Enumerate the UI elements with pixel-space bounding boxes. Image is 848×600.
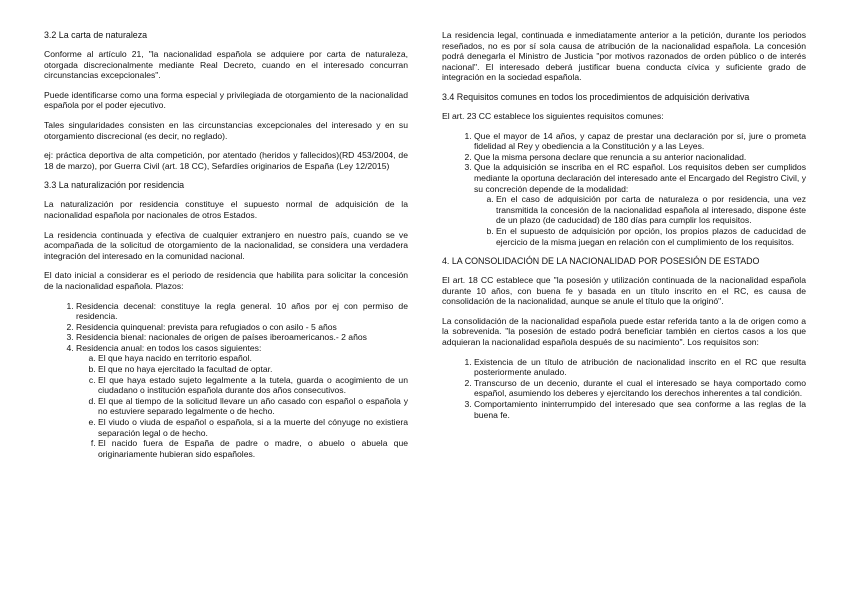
list-item: e. El viudo o viuda de español o española, si a la muerte del cónyuge no existiera separación legal o de hecho. — [98, 417, 408, 438]
list-item: 3. Residencia bienal: nacionales de origen de países iberoamericanos.- 2 años — [76, 332, 408, 343]
paragraph: La consolidación de la nacionalidad española puede estar referida tanto a la de origen como a la sobrevenida. "la posesión de estado podrá beneficiar también en ciertos casos a los que adquieran la nacionalidad española después de su nacimiento". Los requisitos son: — [442, 315, 806, 348]
list-item: b. En el supuesto de adquisición por opción, los propios plazos de caducidad de ejercicio de la misma juegan en relación con el cumplimiento de los requisitos. — [496, 226, 806, 247]
plazos-list — [44, 301, 408, 460]
list-item: f. El nacido fuera de España de padre o madre, o abuelo o abuela que originariamente hubieran sido españoles. — [98, 438, 408, 459]
list-item: a. El que haya nacido en territorio español. — [98, 353, 408, 364]
list-item: 3. Que la adquisición se inscriba en el RC español. Los requisitos deben ser cumplidos mediante la oportuna declaración del interesado ante el Encargado del Registro Civil, y su concreción depende de la modalidad: a. En el caso de adquisición por carta de naturaleza o por residencia, una vez transmitida la concesión de la nacionalidad española al interesado, dispone éste de un plazo (de caducidad) de 180 días para cumplir los requisitos. b. En el supuesto de adquisición por opción, los propios plazos de caducidad de ejercicio de la misma juegan en relación con el cumplimiento de los requisitos. — [474, 162, 806, 247]
paragraph: La residencia continuada y efectiva de cualquier extranjero en nuestro país, cuando se ve acompañada de la solicitud de otorgamiento de la nacionalidad, se considera una verdadera integración del interesado en la comunidad nacional. — [44, 229, 408, 261]
section-3-3-title: 3.3 La naturalización por residencia — [44, 180, 185, 191]
section-3-4-title: 3.4 Requisitos comunes en todos los procedimientos de adquisición derivativa — [442, 91, 750, 102]
anual-sublist — [76, 353, 408, 459]
list-item: c. El que haya estado sujeto legalmente a la tutela, guarda o acogimiento de un ciudadano o institución española durante dos años consecutivos. — [98, 375, 408, 396]
list-item: 1. Que el mayor de 14 años, y capaz de prestar una declaración por sí, jure o prometa fidelidad al Rey y obediencia a la Constitución y a las Leyes. — [474, 131, 806, 152]
paragraph: Puede identificarse como una forma especial y privilegiada de otorgamiento de la nacionalidad española por el poder ejecutivo. — [44, 89, 408, 111]
list-item: 3. Comportamiento ininterrumpido del interesado que sea conforme a las reglas de la buena fe. — [474, 399, 806, 420]
modalidad-sublist — [474, 194, 806, 247]
list-item: 4. Residencia anual: en todos los casos siguientes: a. El que haya nacido en territorio español. b. El que no haya ejercitado la facultad de optar. c. El que haya estado sujeto legalmente a la tutela, guarda o acogimiento de un ciudadano o institución española durante dos años consecutivos. d. El que al tiempo de la solicitud llevare un año casado con español o española y no estuviere separado legalmente o de hecho. e. El viudo o viuda de español o española, si a la muerte del cónyuge no existiera separación legal o de hecho. f. El nacido fuera de España de padre o madre, o abuelo o abuela que originariamente hubieran sido españoles. — [76, 343, 408, 460]
paragraph: El art. 18 CC establece que "la posesión y utilización continuada de la nacionalidad española durante 10 años, con buena fe y basada en un título inscrito en el RC, es causa de consolidación de la nacionalidad, aunque se anule el título que la originó". — [442, 275, 806, 307]
list-item: 2. Residencia quinquenal: prevista para refugiados o con asilo - 5 años — [76, 322, 408, 333]
paragraph: Conforme al artículo 21, "la nacionalidad española se adquiere por carta de naturaleza, otorgada discrecionalmente mediante Real Decreto, cuando en el interesado concurran circunstancias excepcionales". — [44, 49, 408, 81]
section-4-title: 4. LA CONSOLIDACIÓN DE LA NACIONALIDAD POR POSESIÓN DE ESTADO — [442, 256, 760, 267]
right-column — [442, 30, 806, 429]
list-item: 2. Transcurso de un decenio, durante el cual el interesado se haya comportado como español, asumiendo los deberes y ejercitando los derechos inherentes a tal condición. — [474, 378, 806, 399]
left-column — [44, 30, 408, 468]
paragraph: Tales singularidades consisten en las circunstancias excepcionales del interesado y en su otorgamiento discrecional (es decir, no reglado). — [44, 119, 408, 141]
paragraph: La residencia legal, continuada e inmediatamente anterior a la petición, durante los periodos reseñados, no es por sí sola causa de atribución de la nacionalidad española. La concesión podrá denegarla el Ministro de Justicia "por motivos razonados de orden público o de interés nacional". El interesado deberá justificar buena conducta cívica y suficiente grado de integración en la sociedad española. — [442, 30, 806, 83]
paragraph: La naturalización por residencia constituye el supuesto normal de adquisición de la nacionalidad española por nacionales de otros Estados. — [44, 199, 408, 220]
paragraph: El art. 23 CC establece los siguientes requisitos comunes: — [442, 110, 664, 121]
list-item: 2. Que la misma persona declare que renuncia a su anterior nacionalidad. — [474, 152, 806, 163]
paragraph: ej: práctica deportiva de alta competición, por atentado (heridos y fallecidos)(RD 453/2004, de 18 de marzo), por Guerra Civil (art. 18 CC), Sefardíes originarios de España (Ley 12/2015) — [44, 150, 408, 171]
list-item: 1. Residencia decenal: constituye la regla general. 10 años por ej con permiso de residencia. — [76, 301, 408, 322]
list-item: b. El que no haya ejercitado la facultad de optar. — [98, 364, 408, 375]
list-item: a. En el caso de adquisición por carta de naturaleza o por residencia, una vez transmitida la concesión de la nacionalidad española al interesado, dispone éste de un plazo (de caducidad) de 180 días para cumplir los requisitos. — [496, 194, 806, 226]
list-item: 1. Existencia de un título de atribución de nacionalidad inscrito en el RC que resulta posteriormente anulado. — [474, 357, 806, 378]
paragraph: El dato inicial a considerar es el periodo de residencia que habilita para solicitar la concesión de la nacionalidad española. Plazos: — [44, 270, 408, 291]
list-item: d. El que al tiempo de la solicitud llevare un año casado con español o española y no estuviere separado legalmente o de hecho. — [98, 396, 408, 417]
section-3-2-title: 3.2 La carta de naturaleza — [44, 30, 148, 40]
consolidacion-list — [442, 357, 806, 421]
requisitos-list — [442, 131, 806, 248]
